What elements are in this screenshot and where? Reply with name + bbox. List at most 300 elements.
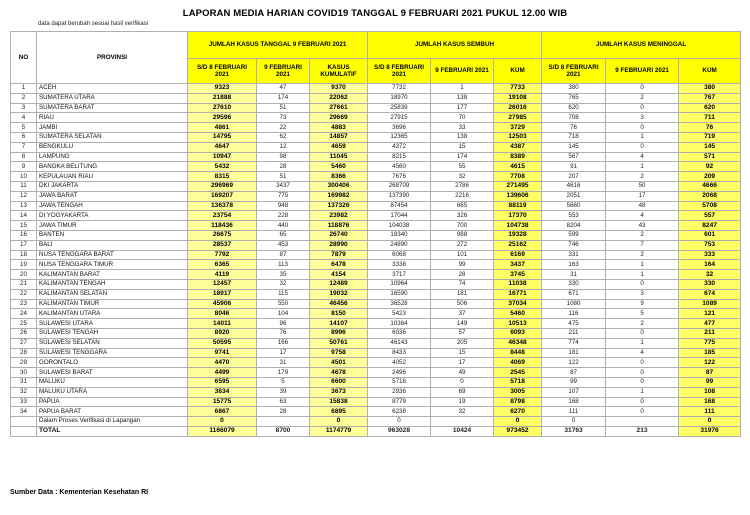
cell-kasus-hari: 35 <box>257 270 310 280</box>
cell-kasus-kumulatif: 9370 <box>310 84 368 94</box>
cell-no: 21 <box>11 279 37 289</box>
cell-meninggal-sd: 599 <box>542 230 606 240</box>
cell-meninggal-hari: 2 <box>606 250 679 260</box>
table-row <box>11 250 741 260</box>
cell-sembuh-kum: 4615 <box>494 162 542 172</box>
cell-sembuh-sd: 4052 <box>368 358 431 368</box>
cell-meninggal-kum: 601 <box>679 230 741 240</box>
cell-kasus-hari: 453 <box>257 240 310 250</box>
cell-sembuh-sd: 268709 <box>368 181 431 191</box>
cell-meninggal-sd: 145 <box>542 142 606 152</box>
cell-kasus-kumulatif: 8150 <box>310 309 368 319</box>
cell-sembuh-kum: 25162 <box>494 240 542 250</box>
table-row <box>11 230 741 240</box>
cell-kasus-sd: 1166079 <box>188 426 257 436</box>
header-group-meninggal: JUMLAH KASUS MENINGGAL <box>542 32 741 59</box>
cell-meninggal-sd: 708 <box>542 113 606 123</box>
cell-kasus-sd: 4647 <box>188 142 257 152</box>
cell-provinsi: SULAWESI BARAT <box>37 368 188 378</box>
cell-no: 19 <box>11 260 37 270</box>
cell-meninggal-sd: 163 <box>542 260 606 270</box>
cell-kasus-hari: 174 <box>257 93 310 103</box>
cell-kasus-sd: 28537 <box>188 240 257 250</box>
cell-kasus-sd: 4499 <box>188 368 257 378</box>
cell-kasus-hari: 550 <box>257 299 310 309</box>
cell-meninggal-sd: 567 <box>542 152 606 162</box>
cell-kasus-hari: 8700 <box>257 426 310 436</box>
cell-sembuh-kum: 5460 <box>494 309 542 319</box>
cell-provinsi: SULAWESI TENGAH <box>37 328 188 338</box>
cell-sembuh-kum: 19108 <box>494 93 542 103</box>
cell-sembuh-kum: 2545 <box>494 368 542 378</box>
cell-sembuh-sd: 17044 <box>368 211 431 221</box>
cell-meninggal-kum: 8247 <box>679 221 741 231</box>
cell-no: 22 <box>11 289 37 299</box>
cell-no: 6 <box>11 132 37 142</box>
header-kasus-kumulatif: KASUS KUMULATIF <box>310 59 368 84</box>
cell-sembuh-sd: 963028 <box>368 426 431 436</box>
cell-sembuh-hari: 69 <box>431 387 494 397</box>
cell-meninggal-kum: 620 <box>679 103 741 113</box>
cell-sembuh-hari: 15 <box>431 142 494 152</box>
table-row <box>11 132 741 142</box>
cell-sembuh-sd: 87454 <box>368 201 431 211</box>
cell-sembuh-kum: 12503 <box>494 132 542 142</box>
table-row <box>11 338 741 348</box>
cell-kasus-sd: 6867 <box>188 407 257 417</box>
cell-kasus-sd: 18917 <box>188 289 257 299</box>
cell-provinsi: DKI JAKARTA <box>37 181 188 191</box>
cell-sembuh-kum: 8389 <box>494 152 542 162</box>
table-row <box>11 240 741 250</box>
cell-no: 27 <box>11 338 37 348</box>
cell-meninggal-kum: 164 <box>679 260 741 270</box>
cell-kasus-kumulatif: 23982 <box>310 211 368 221</box>
cell-meninggal-sd: 330 <box>542 279 606 289</box>
cell-provinsi: GORONTALO <box>37 358 188 368</box>
cell-sembuh-hari: 138 <box>431 132 494 142</box>
cell-kasus-hari: 775 <box>257 191 310 201</box>
cell-provinsi: KALIMANTAN TENGAH <box>37 279 188 289</box>
cell-kasus-kumulatif: 8366 <box>310 172 368 182</box>
cell-provinsi: PAPUA <box>37 397 188 407</box>
cell-no: 16 <box>11 230 37 240</box>
cell-sembuh-kum: 10513 <box>494 319 542 329</box>
cell-sembuh-kum: 17370 <box>494 211 542 221</box>
cell-kasus-hari: 3437 <box>257 181 310 191</box>
cell-provinsi: BANTEN <box>37 230 188 240</box>
cell-no: 33 <box>11 397 37 407</box>
cell-meninggal-sd: 5660 <box>542 201 606 211</box>
cell-sembuh-hari: 1 <box>431 84 494 94</box>
cell-sembuh-hari: 0 <box>431 377 494 387</box>
cell-meninggal-hari: 1 <box>606 338 679 348</box>
cell-kasus-sd: 6595 <box>188 377 257 387</box>
table-row <box>11 260 741 270</box>
cell-meninggal-kum: 4666 <box>679 181 741 191</box>
cell-no: 30 <box>11 368 37 378</box>
cell-meninggal-kum: 333 <box>679 250 741 260</box>
cell-kasus-sd: 296969 <box>188 181 257 191</box>
cell-kasus-sd: 8046 <box>188 309 257 319</box>
cell-meninggal-sd: 31763 <box>542 426 606 436</box>
cell-sembuh-kum: 5718 <box>494 377 542 387</box>
cell-sembuh-kum: 4069 <box>494 358 542 368</box>
cell-meninggal-hari: 1 <box>606 387 679 397</box>
table-row <box>11 417 741 427</box>
cell-kasus-sd: 5432 <box>188 162 257 172</box>
cell-provinsi: JAWA BARAT <box>37 191 188 201</box>
cell-no: 20 <box>11 270 37 280</box>
cell-kasus-kumulatif: 6895 <box>310 407 368 417</box>
cell-kasus-hari: 228 <box>257 211 310 221</box>
cell-sembuh-kum: 6093 <box>494 328 542 338</box>
cell-kasus-sd: 136378 <box>188 201 257 211</box>
cell-sembuh-kum: 16771 <box>494 289 542 299</box>
cell-meninggal-sd: 99 <box>542 377 606 387</box>
cell-meninggal-hari: 0 <box>606 377 679 387</box>
cell-meninggal-hari: 1 <box>606 260 679 270</box>
cell-sembuh-sd: 7676 <box>368 172 431 182</box>
cell-sembuh-sd: 8779 <box>368 397 431 407</box>
cell-no: 10 <box>11 172 37 182</box>
total-row <box>11 426 741 436</box>
cell-kasus-sd: 8920 <box>188 328 257 338</box>
cell-meninggal-kum: 557 <box>679 211 741 221</box>
cell-meninggal-sd: 553 <box>542 211 606 221</box>
cell-kasus-sd: 6365 <box>188 260 257 270</box>
cell-meninggal-kum: 31976 <box>679 426 741 436</box>
cell-kasus-kumulatif: 4659 <box>310 142 368 152</box>
cell-sembuh-hari: 181 <box>431 289 494 299</box>
cell-kasus-kumulatif: 14107 <box>310 319 368 329</box>
table-row <box>11 152 741 162</box>
report-title: LAPORAN MEDIA HARIAN COVID19 TANGGAL 9 FEBRUARI 2021 PUKUL 12.00 WIB <box>182 8 568 19</box>
cell-kasus-hari: 440 <box>257 221 310 231</box>
cell-sembuh-kum: 4387 <box>494 142 542 152</box>
cell-provinsi: ACEH <box>37 84 188 94</box>
cell-meninggal-sd: 746 <box>542 240 606 250</box>
table-row <box>11 319 741 329</box>
cell-kasus-hari: 28 <box>257 407 310 417</box>
cell-no: 25 <box>11 319 37 329</box>
cell-kasus-kumulatif: 27661 <box>310 103 368 113</box>
cell-kasus-hari: 28 <box>257 162 310 172</box>
cell-sembuh-hari: 32 <box>431 172 494 182</box>
cell-meninggal-hari: 4 <box>606 348 679 358</box>
cell-kasus-kumulatif: 4883 <box>310 123 368 133</box>
cell-meninggal-kum: 145 <box>679 142 741 152</box>
cell-sembuh-sd: 36528 <box>368 299 431 309</box>
cell-no <box>11 417 37 427</box>
table-row <box>11 181 741 191</box>
table-row <box>11 93 741 103</box>
cell-kasus-kumulatif: 14857 <box>310 132 368 142</box>
cell-kasus-hari: 51 <box>257 103 310 113</box>
cell-kasus-kumulatif: 6600 <box>310 377 368 387</box>
cell-kasus-sd: 0 <box>188 417 257 427</box>
cell-no: 11 <box>11 181 37 191</box>
cell-meninggal-sd: 181 <box>542 348 606 358</box>
cell-meninggal-hari: 4 <box>606 211 679 221</box>
cell-no: 9 <box>11 162 37 172</box>
cell-sembuh-hari: 174 <box>431 152 494 162</box>
cell-kasus-sd: 4470 <box>188 358 257 368</box>
cell-sembuh-sd: 6238 <box>368 407 431 417</box>
cell-sembuh-sd: 18970 <box>368 93 431 103</box>
table-row <box>11 387 741 397</box>
cell-kasus-sd: 21888 <box>188 93 257 103</box>
header-sembuh-hari: 9 FEBRUARI 2021 <box>431 59 494 84</box>
cell-kasus-kumulatif: 8996 <box>310 328 368 338</box>
cell-provinsi: KALIMANTAN SELATAN <box>37 289 188 299</box>
table-row <box>11 103 741 113</box>
cell-sembuh-hari: 326 <box>431 211 494 221</box>
cell-sembuh-sd: 18340 <box>368 230 431 240</box>
cell-meninggal-sd: 8204 <box>542 221 606 231</box>
cell-kasus-sd: 118436 <box>188 221 257 231</box>
table-row <box>11 328 741 338</box>
cell-sembuh-hari: 19 <box>431 397 494 407</box>
cell-sembuh-kum: 3745 <box>494 270 542 280</box>
cell-sembuh-hari: 49 <box>431 368 494 378</box>
cell-no: 12 <box>11 191 37 201</box>
cell-meninggal-hari: 43 <box>606 221 679 231</box>
cell-sembuh-hari: 988 <box>431 230 494 240</box>
cell-provinsi: KALIMANTAN TIMUR <box>37 299 188 309</box>
cell-kasus-kumulatif: 137326 <box>310 201 368 211</box>
cell-kasus-sd: 45906 <box>188 299 257 309</box>
table-row <box>11 358 741 368</box>
cell-no: 26 <box>11 328 37 338</box>
cell-meninggal-hari: 2 <box>606 172 679 182</box>
cell-meninggal-kum: 209 <box>679 172 741 182</box>
cell-kasus-kumulatif: 46456 <box>310 299 368 309</box>
cell-meninggal-hari: 3 <box>606 289 679 299</box>
cell-provinsi: RIAU <box>37 113 188 123</box>
cell-kasus-kumulatif: 1174779 <box>310 426 368 436</box>
cell-sembuh-hari: 149 <box>431 319 494 329</box>
cell-kasus-sd: 26675 <box>188 230 257 240</box>
cell-kasus-hari: 179 <box>257 368 310 378</box>
cell-sembuh-sd: 4560 <box>368 162 431 172</box>
cell-sembuh-hari: 272 <box>431 240 494 250</box>
cell-meninggal-kum: 1089 <box>679 299 741 309</box>
cell-sembuh-sd: 0 <box>368 417 431 427</box>
cell-meninggal-kum: 5708 <box>679 201 741 211</box>
cell-provinsi: SULAWESI SELATAN <box>37 338 188 348</box>
cell-meninggal-sd: 1080 <box>542 299 606 309</box>
cell-sembuh-hari: 506 <box>431 299 494 309</box>
cell-kasus-sd: 50595 <box>188 338 257 348</box>
cell-sembuh-hari: 2786 <box>431 181 494 191</box>
cell-meninggal-sd: 87 <box>542 368 606 378</box>
cell-sembuh-sd: 3696 <box>368 123 431 133</box>
cell-meninggal-hari: 0 <box>606 103 679 113</box>
cell-kasus-sd: 12457 <box>188 279 257 289</box>
cell-provinsi: NUSA TENGGARA TIMUR <box>37 260 188 270</box>
cell-kasus-kumulatif: 7879 <box>310 250 368 260</box>
table-row <box>11 289 741 299</box>
cell-sembuh-kum: 26016 <box>494 103 542 113</box>
cell-sembuh-kum: 3729 <box>494 123 542 133</box>
cell-sembuh-kum: 7708 <box>494 172 542 182</box>
covid-report-table <box>10 31 741 437</box>
cell-no: 5 <box>11 123 37 133</box>
header-group-kasus: JUMLAH KASUS TANGGAL 9 FEBRUARI 2021 <box>188 32 368 59</box>
cell-kasus-kumulatif: 9758 <box>310 348 368 358</box>
cell-kasus-kumulatif: 6478 <box>310 260 368 270</box>
cell-kasus-sd: 10947 <box>188 152 257 162</box>
cell-sembuh-kum: 46348 <box>494 338 542 348</box>
cell-meninggal-hari: 1 <box>606 270 679 280</box>
cell-kasus-hari: 32 <box>257 279 310 289</box>
cell-kasus-hari: 17 <box>257 348 310 358</box>
cell-sembuh-kum: 973452 <box>494 426 542 436</box>
cell-no: 14 <box>11 211 37 221</box>
cell-sembuh-hari: 17 <box>431 358 494 368</box>
cell-meninggal-sd: 620 <box>542 103 606 113</box>
cell-sembuh-kum: 19328 <box>494 230 542 240</box>
cell-kasus-kumulatif: 50761 <box>310 338 368 348</box>
cell-sembuh-sd: 137390 <box>368 191 431 201</box>
cell-sembuh-hari: 32 <box>431 407 494 417</box>
cell-sembuh-sd: 2936 <box>368 387 431 397</box>
cell-sembuh-sd: 104038 <box>368 221 431 231</box>
cell-kasus-hari: 62 <box>257 132 310 142</box>
table-row <box>11 221 741 231</box>
cell-sembuh-sd: 3717 <box>368 270 431 280</box>
cell-provinsi: PAPUA BARAT <box>37 407 188 417</box>
cell-provinsi: BANGKA BELITUNG <box>37 162 188 172</box>
cell-kasus-sd: 23754 <box>188 211 257 221</box>
cell-provinsi: BALI <box>37 240 188 250</box>
cell-meninggal-kum: 122 <box>679 358 741 368</box>
table-row <box>11 368 741 378</box>
header-sembuh-sd: S/D 8 FEBRUARI 2021 <box>368 59 431 84</box>
cell-provinsi: DI YOGYAKARTA <box>37 211 188 221</box>
cell-meninggal-sd: 331 <box>542 250 606 260</box>
cell-meninggal-kum: 477 <box>679 319 741 329</box>
cell-kasus-kumulatif: 118876 <box>310 221 368 231</box>
cell-no: 13 <box>11 201 37 211</box>
cell-kasus-sd: 3634 <box>188 387 257 397</box>
table-row <box>11 407 741 417</box>
cell-sembuh-kum: 6169 <box>494 250 542 260</box>
cell-kasus-sd: 8315 <box>188 172 257 182</box>
table-row <box>11 270 741 280</box>
cell-sembuh-sd: 12365 <box>368 132 431 142</box>
cell-sembuh-sd: 8215 <box>368 152 431 162</box>
cell-meninggal-kum: 32 <box>679 270 741 280</box>
table-row <box>11 211 741 221</box>
cell-kasus-kumulatif: 0 <box>310 417 368 427</box>
cell-kasus-sd: 14795 <box>188 132 257 142</box>
cell-no: 32 <box>11 387 37 397</box>
cell-sembuh-hari: 57 <box>431 328 494 338</box>
cell-meninggal-sd: 4616 <box>542 181 606 191</box>
cell-sembuh-hari: 177 <box>431 103 494 113</box>
header-provinsi: PROVINSI <box>37 32 188 84</box>
cell-meninggal-sd: 774 <box>542 338 606 348</box>
cell-sembuh-kum: 139606 <box>494 191 542 201</box>
cell-kasus-hari: 115 <box>257 289 310 299</box>
cell-sembuh-hari: 665 <box>431 201 494 211</box>
cell-meninggal-kum: 211 <box>679 328 741 338</box>
cell-sembuh-kum: 8448 <box>494 348 542 358</box>
cell-kasus-sd: 15775 <box>188 397 257 407</box>
cell-kasus-hari: 73 <box>257 113 310 123</box>
cell-provinsi: SULAWESI TENGGARA <box>37 348 188 358</box>
cell-meninggal-kum: 92 <box>679 162 741 172</box>
cell-meninggal-hari: 213 <box>606 426 679 436</box>
cell-provinsi: KALIMANTAN UTARA <box>37 309 188 319</box>
cell-kasus-hari: 113 <box>257 260 310 270</box>
header-sembuh-kum: KUM <box>494 59 542 84</box>
cell-kasus-hari: 104 <box>257 309 310 319</box>
cell-sembuh-hari: 70 <box>431 113 494 123</box>
cell-no: 18 <box>11 250 37 260</box>
table-row <box>11 348 741 358</box>
cell-no: 31 <box>11 377 37 387</box>
header-no: NO <box>11 32 37 84</box>
cell-meninggal-hari: 5 <box>606 309 679 319</box>
cell-kasus-kumulatif: 22062 <box>310 93 368 103</box>
cell-kasus-sd: 169207 <box>188 191 257 201</box>
cell-sembuh-hari: 10424 <box>431 426 494 436</box>
cell-meninggal-hari: 1 <box>606 162 679 172</box>
cell-sembuh-kum: 11038 <box>494 279 542 289</box>
cell-sembuh-sd: 10964 <box>368 279 431 289</box>
table-row <box>11 84 741 94</box>
cell-kasus-hari: 65 <box>257 230 310 240</box>
cell-sembuh-hari: 55 <box>431 162 494 172</box>
cell-sembuh-sd: 5423 <box>368 309 431 319</box>
cell-no: 2 <box>11 93 37 103</box>
cell-provinsi: BENGKULU <box>37 142 188 152</box>
header-meninggal-kum: KUM <box>679 59 741 84</box>
cell-provinsi: LAMPUNG <box>37 152 188 162</box>
cell-sembuh-hari: 101 <box>431 250 494 260</box>
cell-meninggal-sd: 211 <box>542 328 606 338</box>
cell-meninggal-hari: 0 <box>606 328 679 338</box>
cell-sembuh-kum: 7733 <box>494 84 542 94</box>
cell-sembuh-kum: 271495 <box>494 181 542 191</box>
cell-no <box>11 426 37 436</box>
cell-kasus-hari: 47 <box>257 84 310 94</box>
cell-meninggal-sd: 671 <box>542 289 606 299</box>
header-kasus-sd: S/D 8 FEBRUARI 2021 <box>188 59 257 84</box>
source-note: Sumber Data : Kementerian Kesehatan RI <box>10 489 149 496</box>
cell-kasus-sd: 14011 <box>188 319 257 329</box>
cell-meninggal-sd: 107 <box>542 387 606 397</box>
table-row <box>11 279 741 289</box>
header-meninggal-sd: S/D 8 FEBRUARI 2021 <box>542 59 606 84</box>
cell-meninggal-hari: 48 <box>606 201 679 211</box>
cell-meninggal-sd: 718 <box>542 132 606 142</box>
cell-sembuh-sd: 25839 <box>368 103 431 113</box>
cell-meninggal-kum: 571 <box>679 152 741 162</box>
cell-kasus-hari: 87 <box>257 250 310 260</box>
cell-sembuh-kum: 6270 <box>494 407 542 417</box>
cell-sembuh-sd: 16590 <box>368 289 431 299</box>
cell-kasus-kumulatif: 11045 <box>310 152 368 162</box>
cell-kasus-kumulatif: 4678 <box>310 368 368 378</box>
cell-meninggal-kum: 775 <box>679 338 741 348</box>
table-row <box>11 201 741 211</box>
cell-meninggal-hari: 3 <box>606 113 679 123</box>
cell-meninggal-hari: 9 <box>606 299 679 309</box>
